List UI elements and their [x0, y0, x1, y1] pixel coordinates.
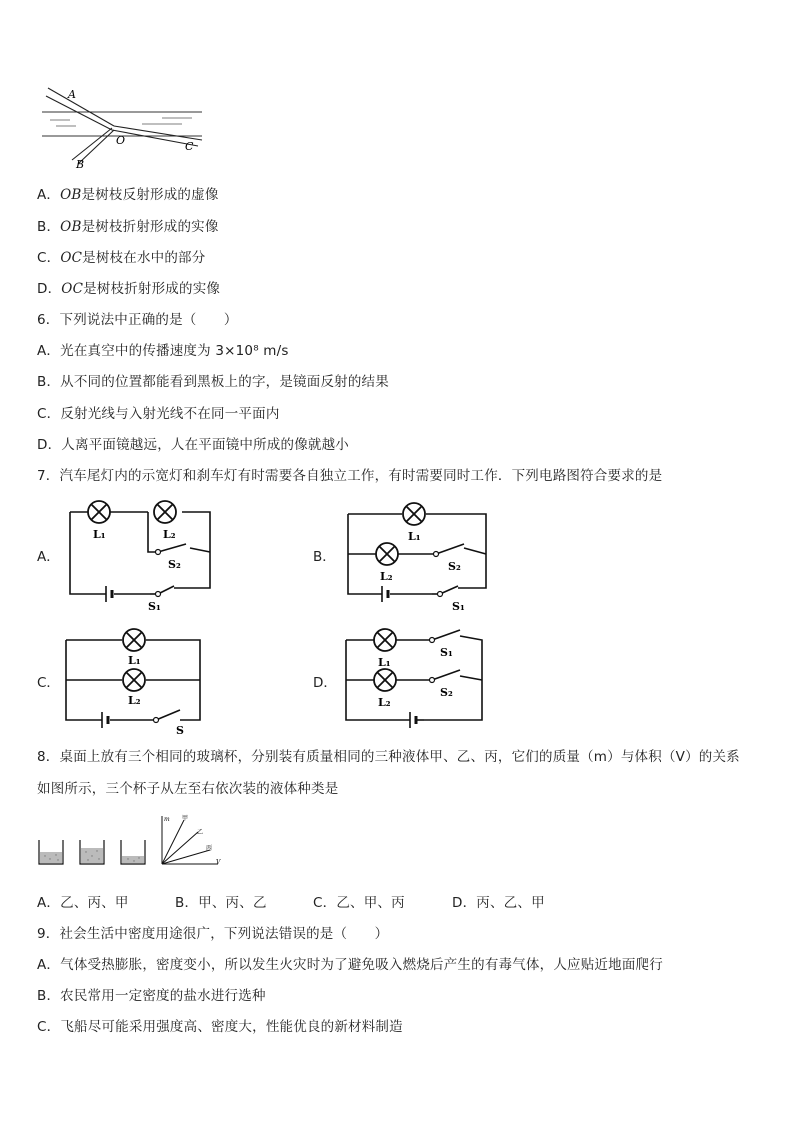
three-cups-figure: [36, 836, 156, 870]
label-s: S: [176, 724, 184, 734]
circuit-a[interactable]: [62, 496, 218, 614]
option-letter: C．: [37, 250, 61, 266]
option-letter: A．: [37, 187, 61, 203]
q6-option-a[interactable]: A．光在真空中的传播速度为 3×10⁸ m/s: [37, 343, 289, 359]
option-text: 是树枝折射形成的实像: [81, 219, 219, 235]
q6-option-b[interactable]: B．从不同的位置都能看到黑板上的字，是镜面反射的结果: [37, 374, 389, 390]
q5-option-a[interactable]: [37, 186, 219, 204]
q8-option-b[interactable]: B．甲、丙、乙: [175, 895, 267, 911]
circuit-c[interactable]: [60, 624, 208, 734]
q5-option-d[interactable]: [37, 280, 220, 298]
q9-option-a[interactable]: A．气体受热膨胀，密度变小，所以发生火灾时为了避免吸入燃烧后产生的有毒气体，人应贴近地面爬行: [37, 957, 663, 973]
label-s2: S₂: [440, 686, 453, 699]
q7-option-c-letter[interactable]: C．: [37, 675, 60, 691]
q6-option-d[interactable]: D．人离平面镜越远，人在平面镜中所成的像就越小: [37, 437, 349, 453]
q8-option-c[interactable]: C．乙、甲、丙: [313, 895, 405, 911]
circuit-d[interactable]: [340, 624, 490, 734]
q8-stem-line2: 如图所示，三个杯子从左至右依次装的液体种类是: [37, 781, 339, 797]
label-l2: L₂: [378, 696, 391, 709]
label-l2: L₂: [128, 694, 141, 707]
line-bing: 丙: [206, 845, 213, 852]
label-A: A: [68, 88, 76, 101]
label-s2: S₂: [168, 558, 181, 571]
label-s1: S₁: [440, 646, 453, 659]
segment-name: OC: [61, 281, 84, 297]
line-jia: 甲: [182, 815, 189, 822]
refraction-figure: [42, 84, 212, 176]
label-O: O: [116, 134, 126, 147]
axis-v: V: [216, 859, 221, 866]
q6-stem: 6．下列说法中正确的是（ ）: [37, 312, 238, 328]
label-l1: L₁: [128, 654, 141, 667]
q9-option-b[interactable]: B．农民常用一定密度的盐水进行选种: [37, 988, 266, 1004]
q9-stem: 9．社会生活中密度用途很广，下列说法错误的是（ ）: [37, 926, 389, 942]
q7-stem: 7．汽车尾灯内的示宽灯和刹车灯有时需要各自独立工作，有时需要同时工作．下列电路图符合要求的是: [37, 468, 663, 484]
label-l2: L₂: [380, 570, 393, 583]
q8-option-d[interactable]: D．丙、乙、甲: [452, 895, 545, 911]
axis-m: m: [164, 816, 170, 823]
q6-option-c[interactable]: C．反射光线与入射光线不在同一平面内: [37, 406, 280, 422]
option-letter: B．: [37, 219, 61, 235]
line-yi: 乙: [197, 829, 204, 836]
q7-option-d-letter[interactable]: D．: [313, 675, 337, 691]
q8-stem-line1: 8．桌面上放有三个相同的玻璃杯，分别装有质量相同的三种液体甲、乙、丙，它们的质量（m）与体积（V）的关系: [37, 749, 740, 765]
q8-option-a[interactable]: A．乙、丙、甲: [37, 895, 129, 911]
option-letter: D．: [37, 281, 62, 297]
option-text: 是树枝在水中的部分: [82, 250, 206, 266]
label-s1: S₁: [452, 600, 465, 613]
option-text: 是树枝折射形成的实像: [83, 281, 221, 297]
segment-name: OB: [60, 187, 82, 203]
label-s1: S₁: [148, 600, 161, 613]
q7-option-b-letter[interactable]: B．: [313, 549, 336, 565]
label-l2: L₂: [163, 528, 176, 541]
label-l1: L₁: [378, 656, 391, 669]
q9-option-c[interactable]: C．飞船尽可能采用强度高、密度大，性能优良的新材料制造: [37, 1019, 403, 1035]
mass-volume-graph: [158, 812, 224, 868]
label-C: C: [185, 140, 194, 153]
option-text: 是树枝反射形成的虚像: [81, 187, 219, 203]
q5-option-b[interactable]: [37, 218, 219, 236]
circuit-b[interactable]: [340, 498, 492, 616]
label-s2: S₂: [448, 560, 461, 573]
segment-name: OB: [60, 219, 82, 235]
segment-name: OC: [60, 250, 83, 266]
label-l1: L₁: [93, 528, 106, 541]
q7-option-a-letter[interactable]: A．: [37, 549, 60, 565]
label-B: B: [76, 158, 85, 171]
q5-option-c[interactable]: [37, 249, 205, 267]
label-l1: L₁: [408, 530, 421, 543]
